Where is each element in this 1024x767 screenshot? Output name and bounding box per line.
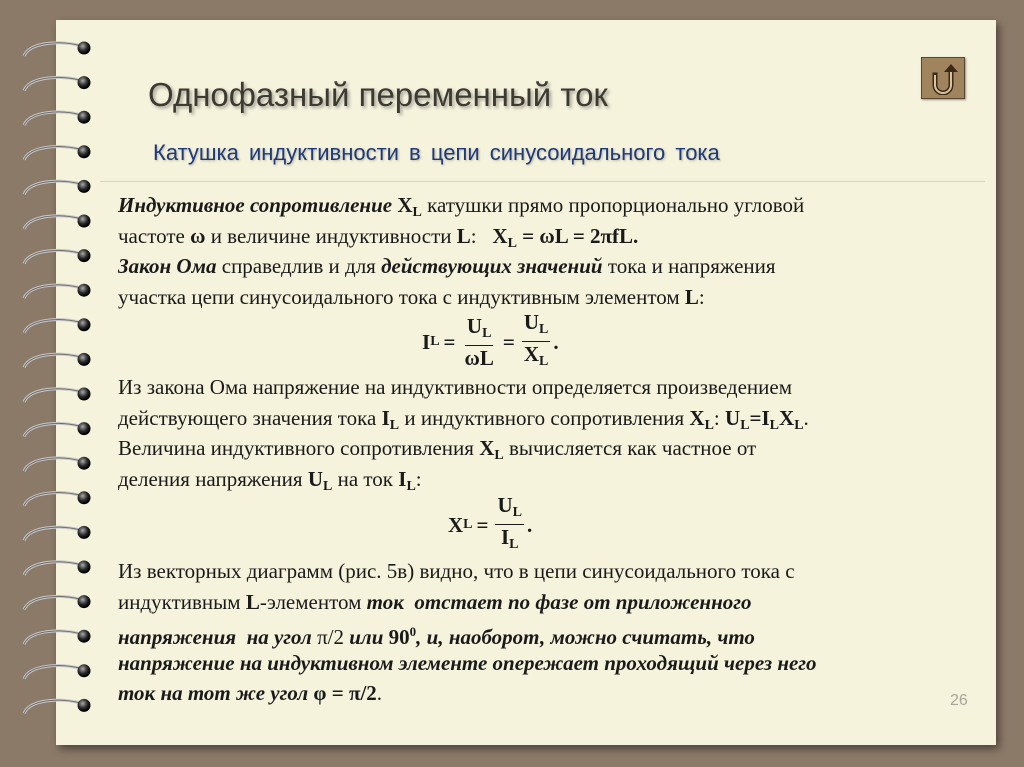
denominator: ωL	[464, 345, 494, 370]
symbol-l: L	[684, 284, 699, 309]
numerator	[495, 494, 524, 525]
fraction-u-over-omega-l	[463, 315, 496, 370]
binding-ring	[24, 595, 91, 610]
text: на ток	[332, 466, 399, 491]
text: и индуктивного сопротивления	[399, 405, 690, 430]
formula-u: U	[497, 492, 513, 517]
formula-sub: L	[539, 321, 549, 337]
symbol-pi-half: π/2	[317, 625, 344, 649]
symbol-x: X	[689, 405, 705, 430]
symbol-eq-i: =I	[749, 405, 770, 430]
return-arrow-icon	[926, 61, 960, 95]
symbol-u: U	[307, 466, 323, 491]
formula-sub: L	[509, 536, 519, 552]
text: вычисляется как частное от	[503, 436, 757, 460]
symbol-sub: L	[412, 205, 422, 220]
text: справедлив и для	[216, 254, 382, 278]
text: -элементом	[259, 589, 367, 614]
text: :	[713, 405, 726, 430]
period: .	[803, 405, 809, 430]
symbol-sub: L	[769, 417, 780, 433]
binding-ring	[24, 457, 91, 472]
binding-ring	[24, 145, 91, 160]
emphasis-or: или	[344, 625, 389, 649]
para5-line2	[118, 587, 978, 618]
binding-ring	[24, 353, 91, 368]
formula-sub: L	[463, 517, 473, 532]
formula-sub: L	[507, 235, 517, 251]
binding-ring	[24, 664, 91, 679]
binding-ring	[24, 180, 91, 195]
fraction-u-over-x	[522, 311, 551, 374]
formula-reactance	[448, 494, 978, 556]
binding-ring	[24, 699, 91, 714]
text: деления напряжения	[118, 466, 308, 491]
binding-ring	[24, 42, 91, 57]
binding-ring	[24, 630, 91, 645]
para5-line3	[118, 617, 978, 648]
degree-sup: 0	[409, 624, 417, 639]
binding-ring	[24, 111, 91, 126]
symbol-sub: L	[494, 448, 504, 463]
formula-i: I	[500, 524, 510, 549]
text: :	[698, 284, 705, 309]
equals: =	[502, 329, 515, 354]
text: участка цепи синусоидального тока с индуктивным элементом	[118, 284, 685, 309]
period: .	[527, 512, 533, 537]
symbol-l: L	[245, 589, 260, 614]
text: тока и напряжения	[602, 254, 776, 278]
symbol-x: X	[779, 405, 795, 430]
text: и величине индуктивности	[205, 223, 457, 248]
formula-x: X	[523, 341, 539, 366]
content-body	[118, 190, 978, 709]
formula-u: U	[466, 313, 483, 338]
symbol-phi: φ = π/2	[313, 681, 377, 705]
text: действующего значения тока	[118, 405, 382, 430]
binding-ring	[24, 76, 91, 91]
formula-xl: X	[492, 223, 508, 248]
text: :	[415, 466, 422, 491]
term-inductive-resistance: Индуктивное сопротивление	[118, 193, 393, 217]
text: Из векторных диаграмм (рис. 5в) видно, что в цепи синусоидального тока с	[118, 559, 795, 583]
para5-line5	[118, 678, 978, 709]
page-subtitle: Катушка индуктивности в цепи синусоидального тока	[153, 140, 720, 165]
symbol-omega: ω	[190, 223, 206, 248]
symbol-i: I	[398, 466, 407, 491]
emphasis-voltage: напряжения на угол	[118, 625, 318, 649]
para2-line2	[118, 282, 978, 313]
binding-ring	[24, 422, 91, 437]
para5-line1	[118, 556, 978, 587]
numerator	[465, 315, 494, 346]
binding-ring	[24, 526, 91, 541]
emphasis-same-angle: ток на тот же угол	[118, 681, 314, 705]
numerator	[522, 311, 551, 342]
back-button[interactable]	[921, 57, 965, 99]
symbol-u: U	[725, 405, 741, 430]
fraction-u-over-i	[495, 494, 524, 557]
symbol-sub: L	[406, 478, 416, 494]
formula-sub: L	[512, 504, 522, 520]
para2-line1	[118, 251, 978, 282]
binding-ring	[24, 249, 91, 264]
formula-sub: L	[482, 325, 492, 341]
formula-sub: L	[539, 353, 549, 369]
emphasis-lag: ток отстает по фазе от приложенного	[366, 589, 752, 614]
para3-line1	[118, 372, 978, 403]
symbol-i: I	[381, 405, 390, 430]
symbol-sub: L	[389, 417, 400, 433]
binding-ring	[24, 215, 91, 230]
symbol-sub: L	[794, 417, 804, 433]
symbol-sub: L	[322, 478, 333, 494]
equals: =	[476, 512, 489, 537]
equals: =	[443, 329, 456, 354]
para4-line1	[118, 433, 978, 464]
header-divider	[100, 181, 985, 182]
formula-u: U	[523, 309, 539, 334]
denominator	[499, 525, 521, 557]
formula-ohms-law	[422, 309, 978, 372]
formula-sub: L	[430, 334, 440, 349]
symbol-x: X	[479, 436, 495, 460]
formula-rest: = ωL = 2πfL.	[516, 223, 639, 248]
text: :	[470, 223, 493, 248]
symbol-l: L	[456, 223, 471, 248]
emphasis-voltage-leads: напряжение на индуктивном элементе опережает проходящий через него	[118, 650, 817, 675]
text: Величина индуктивного сопротивления	[118, 436, 480, 460]
binding-ring	[24, 561, 91, 576]
para1-line1	[118, 190, 978, 221]
angle-90: 90	[388, 625, 410, 649]
term-effective-values: действующих значений	[381, 254, 603, 278]
text: Из закона Ома напряжение на индуктивности определяется произведением	[118, 375, 793, 399]
para5-line4	[118, 648, 978, 679]
text: частоте	[118, 223, 191, 248]
symbol-x: X	[397, 193, 413, 217]
text: катушки прямо пропорционально угловой	[421, 193, 805, 217]
denominator	[522, 342, 551, 374]
para4-line2	[118, 464, 978, 495]
symbol-sub: L	[704, 417, 714, 433]
period: .	[553, 329, 559, 354]
symbol-sub: L	[740, 417, 750, 433]
emphasis-conversely: , и, наоборот, можно считать, что	[416, 625, 755, 649]
binding-ring	[24, 491, 91, 506]
para3-line2	[118, 403, 978, 434]
page-number: 26	[950, 692, 968, 709]
binding-ring	[24, 388, 91, 403]
formula-x: X	[448, 512, 464, 537]
formula-i: I	[422, 329, 431, 354]
text: индуктивным	[118, 589, 246, 614]
binding-ring	[24, 284, 91, 299]
spiral-binding	[20, 30, 110, 730]
period: .	[376, 681, 383, 705]
para1-line2	[118, 221, 978, 252]
binding-ring	[24, 318, 91, 333]
term-ohms-law: Закон Ома	[118, 254, 217, 278]
page-title: Однофазный переменный ток	[148, 76, 608, 113]
